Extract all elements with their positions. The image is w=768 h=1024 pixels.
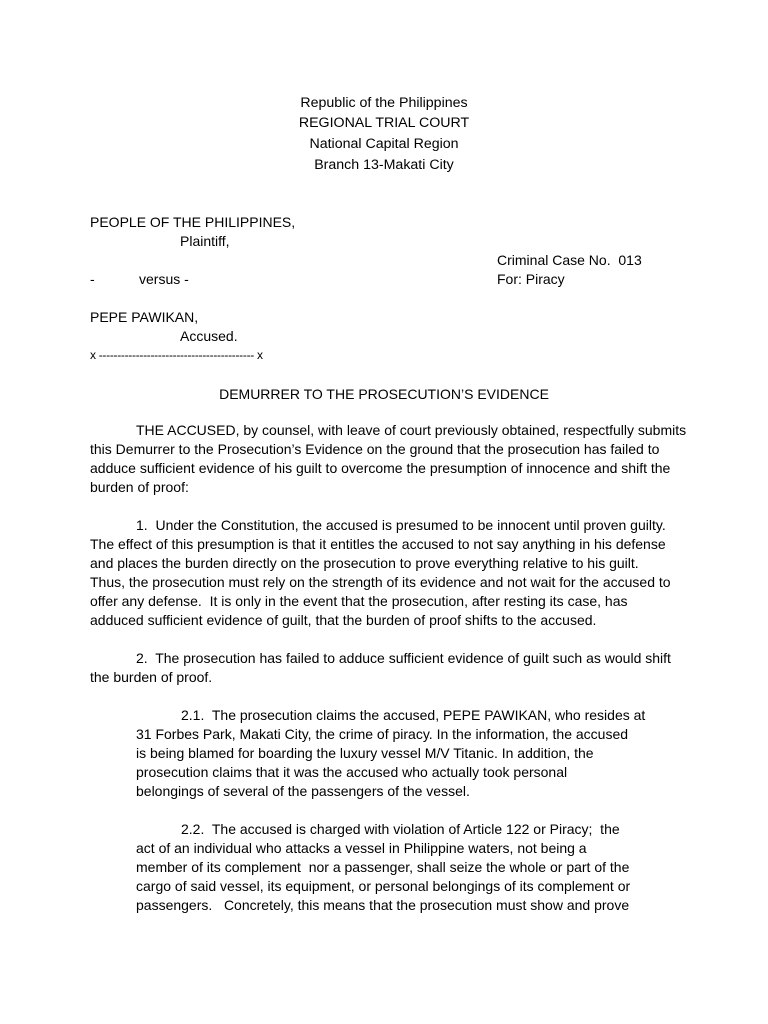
intro-line: burden of proof:	[90, 479, 189, 495]
court-header-region: National Capital Region	[309, 136, 459, 152]
paragraph-line: 2.1. The prosecution claims the accused, PEPE PAWIKAN, who resides at	[181, 707, 646, 723]
paragraph-line: member of its complement nor a passenger, shall seize the whole or part of the	[136, 859, 630, 875]
paragraph-line: act of an individual who attacks a vessel in Philippine waters, not being a	[136, 840, 587, 856]
accused-name: PEPE PAWIKAN,	[90, 309, 199, 325]
paragraph-line: offer any defense. It is only in the event that the prosecution, after resting its case, has	[90, 593, 628, 609]
plaintiff-role: Plaintiff,	[180, 233, 230, 249]
intro-line: THE ACCUSED, by counsel, with leave of court previously obtained, respectfully submits	[136, 422, 687, 438]
document-title: DEMURRER TO THE PROSECUTION’S EVIDENCE	[219, 386, 549, 402]
accused-role: Accused.	[180, 328, 238, 344]
paragraph-line: 31 Forbes Park, Makati City, the crime of piracy. In the information, the accused	[136, 726, 629, 742]
versus-dash: -	[90, 271, 95, 287]
plaintiff-name: PEOPLE OF THE PHILIPPINES,	[90, 214, 296, 230]
intro-line: adduce sufficient evidence of his guilt to overcome the presumption of innocence and shift the	[90, 460, 671, 476]
paragraph-line: 1. Under the Constitution, the accused is presumed to be innocent until proven guilty.	[136, 517, 666, 533]
paragraph-line: the burden of proof.	[90, 669, 213, 685]
paragraph-line: adduced sufficient evidence of guilt, that the burden of proof shifts to the accused.	[90, 612, 597, 628]
intro-line: this Demurrer to the Prosecution’s Evidence on the ground that the prosecution has failed to	[90, 441, 660, 457]
paragraph-line: 2.2. The accused is charged with violation of Article 122 or Piracy; the	[181, 821, 620, 837]
paragraph-line: 2. The prosecution has failed to adduce sufficient evidence of guilt such as would shift	[136, 650, 671, 666]
caption-separator: x ------------------------------------------ x	[90, 348, 263, 362]
paragraph-line: The effect of this presumption is that it entitles the accused to not say anything in his defense	[90, 536, 666, 552]
case-offense: For: Piracy	[497, 271, 565, 287]
paragraph-line: prosecution claims that it was the accused who actually took personal	[136, 764, 568, 780]
paragraph-line: cargo of said vessel, its equipment, or personal belongings of its complement or	[136, 878, 631, 894]
court-header-branch: Branch 13-Makati City	[314, 157, 454, 173]
paragraph-line: and places the burden directly on the prosecution to prove everything relative to his guilt.	[90, 555, 639, 571]
paragraph-line: belongings of several of the passengers of the vessel.	[136, 783, 470, 799]
paragraph-line: is being blamed for boarding the luxury vessel M/V Titanic. In addition, the	[136, 745, 594, 761]
paragraph-line: passengers. Concretely, this means that the prosecution must show and prove	[136, 897, 630, 913]
court-header-republic: Republic of the Philippines	[300, 95, 468, 111]
court-header-court: REGIONAL TRIAL COURT	[298, 115, 470, 131]
paragraph-line: Thus, the prosecution must rely on the strength of its evidence and not wait for the accused to	[90, 574, 671, 590]
versus-label: versus -	[139, 271, 189, 287]
case-number: Criminal Case No. 013	[497, 252, 642, 268]
